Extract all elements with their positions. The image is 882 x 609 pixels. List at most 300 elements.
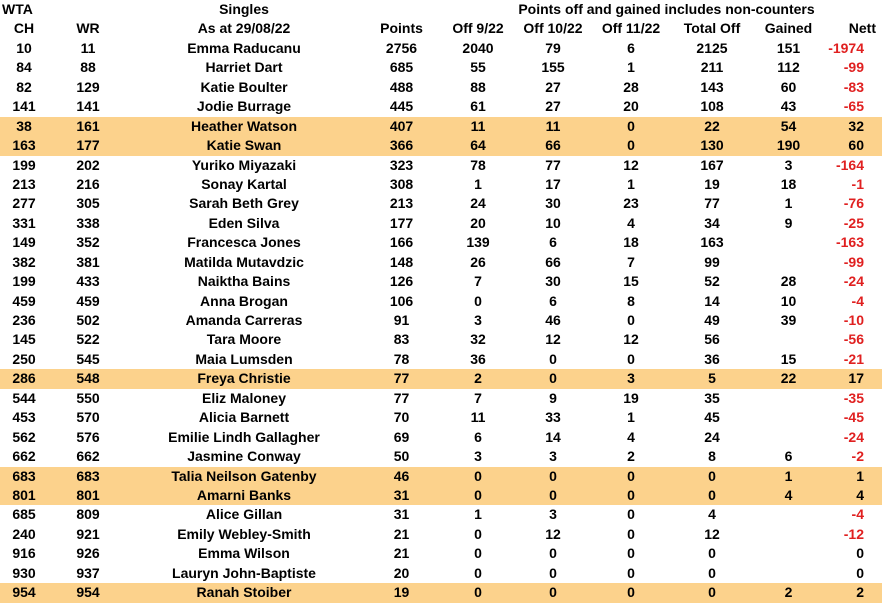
cell-nett: -21 <box>843 350 864 367</box>
cell-nett: -35 <box>843 389 864 406</box>
table-row <box>0 311 882 330</box>
cell-nett: -4 <box>851 506 864 523</box>
cell-ch: 82 <box>16 78 32 95</box>
cell-off-10-22: 0 <box>549 564 557 581</box>
cell-off-9-22: 36 <box>470 350 486 367</box>
cell-off-9-22: 1 <box>474 175 482 192</box>
cell-nett: -99 <box>843 253 864 270</box>
cell-points: 19 <box>393 584 410 601</box>
cell-points: 308 <box>389 175 414 192</box>
cell-wr: 352 <box>76 234 100 251</box>
col-header-date: As at 29/08/22 <box>197 20 291 37</box>
cell-off-10-22: 155 <box>541 59 565 76</box>
cell-nett: 0 <box>856 545 864 562</box>
cell-off-10-22: 27 <box>545 78 561 95</box>
cell-off-10-22: 0 <box>549 486 557 503</box>
cell-off-10-22: 66 <box>545 253 561 270</box>
cell-gained: 1 <box>784 195 793 212</box>
cell-total-off: 143 <box>700 78 724 95</box>
cell-total-off: 0 <box>708 564 716 581</box>
cell-ch: 382 <box>12 253 36 270</box>
cell-off-11-22: 12 <box>623 156 639 173</box>
cell-player-name: Sarah Beth Grey <box>189 195 299 212</box>
col-header-ch: CH <box>13 20 35 37</box>
cell-player-name: Katie Swan <box>206 137 282 154</box>
table-row <box>0 369 882 388</box>
cell-nett: -1974 <box>828 39 864 56</box>
cell-wr: 459 <box>76 292 100 309</box>
cell-points: 166 <box>389 234 414 251</box>
cell-off-9-22: 0 <box>474 584 482 601</box>
cell-off-11-22: 4 <box>627 428 635 445</box>
cell-off-11-22: 4 <box>627 214 635 231</box>
cell-off-9-22: 2040 <box>462 39 494 56</box>
singles-label: Singles <box>219 1 269 17</box>
table-row <box>0 214 882 233</box>
cell-gained: 151 <box>776 39 801 56</box>
table-row <box>0 525 882 544</box>
cell-player-name: Amarni Banks <box>196 486 292 503</box>
cell-off-9-22: 0 <box>474 292 482 309</box>
cell-nett: 17 <box>848 370 864 387</box>
cell-nett: -1 <box>851 175 864 192</box>
cell-player-name: Alice Gillan <box>205 506 283 523</box>
cell-gained <box>755 428 822 447</box>
cell-wr: 177 <box>76 137 100 154</box>
cell-off-10-22: 77 <box>545 156 561 173</box>
cell-off-10-22: 12 <box>545 331 561 348</box>
cell-off-10-22: 33 <box>545 409 561 426</box>
header-spacer <box>48 0 128 19</box>
cell-off-11-22: 19 <box>623 389 639 406</box>
cell-total-off: 130 <box>700 137 724 154</box>
cell-off-10-22: 12 <box>545 525 561 542</box>
table-row <box>0 194 882 213</box>
cell-wr: 662 <box>76 448 100 465</box>
cell-gained: 18 <box>780 175 797 192</box>
cell-off-9-22: 7 <box>474 389 482 406</box>
cell-total-off: 56 <box>704 331 720 348</box>
cell-off-9-22: 3 <box>474 448 482 465</box>
cell-ch: 954 <box>12 584 36 601</box>
cell-points: 31 <box>393 486 410 503</box>
cell-ch: 250 <box>12 350 36 367</box>
table-row <box>0 253 882 272</box>
cell-nett: -4 <box>851 292 864 309</box>
cell-points: 366 <box>389 137 414 154</box>
cell-off-10-22: 30 <box>545 195 561 212</box>
cell-off-11-22: 12 <box>623 331 639 348</box>
table-row <box>0 330 882 349</box>
cell-gained: 3 <box>784 156 793 173</box>
cell-wr: 11 <box>80 39 96 56</box>
cell-total-off: 35 <box>704 389 720 406</box>
cell-points: 31 <box>393 506 410 523</box>
cell-wr: 548 <box>76 370 100 387</box>
cell-ch: 277 <box>12 195 36 212</box>
table-row <box>0 78 882 97</box>
cell-wr: 954 <box>76 584 100 601</box>
cell-gained: 22 <box>780 370 797 387</box>
cell-points: 323 <box>389 156 414 173</box>
cell-gained <box>755 525 822 544</box>
cell-ch: 683 <box>12 467 36 484</box>
cell-player-name: Ranah Stoiber <box>196 584 292 601</box>
cell-total-off: 167 <box>700 156 724 173</box>
cell-off-11-22: 28 <box>623 78 639 95</box>
cell-off-9-22: 0 <box>474 467 482 484</box>
cell-total-off: 12 <box>704 525 720 542</box>
cell-off-9-22: 1 <box>474 506 482 523</box>
cell-ch: 459 <box>12 292 36 309</box>
cell-player-name: Eden Silva <box>208 214 280 231</box>
cell-off-11-22: 0 <box>627 486 635 503</box>
cell-off-10-22: 11 <box>545 117 561 134</box>
cell-player-name: Emma Raducanu <box>187 39 301 56</box>
cell-gained: 15 <box>780 350 797 367</box>
cell-player-name: Lauryn John-Baptiste <box>172 564 316 581</box>
cell-nett: -56 <box>843 331 864 348</box>
cell-total-off: 19 <box>704 175 720 192</box>
cell-total-off: 5 <box>708 370 716 387</box>
cell-player-name: Maia Lumsden <box>195 350 293 367</box>
cell-total-off: 108 <box>700 98 724 115</box>
cell-points: 50 <box>393 448 410 465</box>
cell-nett: 2 <box>856 584 864 601</box>
cell-off-10-22: 3 <box>549 448 557 465</box>
cell-points: 126 <box>389 273 414 290</box>
cell-off-10-22: 0 <box>549 467 557 484</box>
cell-gained <box>755 544 822 563</box>
table-row <box>0 97 882 116</box>
cell-off-9-22: 20 <box>470 214 486 231</box>
cell-ch: 453 <box>12 409 36 426</box>
cell-ch: 544 <box>12 389 36 406</box>
cell-off-9-22: 26 <box>470 253 486 270</box>
col-header-off-11-22: Off 11/22 <box>601 20 661 37</box>
cell-points: 2756 <box>385 39 418 56</box>
cell-points: 177 <box>389 214 414 231</box>
cell-off-11-22: 0 <box>627 312 635 328</box>
cell-player-name: Jasmine Conway <box>187 448 301 465</box>
cell-off-11-22: 0 <box>627 564 635 581</box>
cell-points: 21 <box>393 525 410 542</box>
table-row <box>0 389 882 408</box>
cell-gained: 54 <box>780 117 797 134</box>
cell-player-name: Anna Brogan <box>200 292 288 309</box>
cell-off-11-22: 0 <box>627 137 635 154</box>
cell-ch: 240 <box>12 525 36 542</box>
cell-off-10-22: 0 <box>549 370 557 387</box>
cell-off-9-22: 88 <box>470 78 486 95</box>
cell-off-11-22: 6 <box>627 39 635 56</box>
cell-off-10-22: 6 <box>549 292 557 309</box>
cell-player-name: Matilda Mutavdzic <box>184 253 304 270</box>
cell-player-name: Emilie Lindh Gallagher <box>168 428 320 445</box>
cell-ch: 199 <box>12 273 36 290</box>
cell-off-11-22: 0 <box>627 350 635 367</box>
cell-off-10-22: 79 <box>545 39 561 56</box>
cell-ch: 213 <box>12 175 36 192</box>
cell-points: 445 <box>389 98 414 115</box>
cell-off-11-22: 15 <box>623 273 639 290</box>
cell-gained: 2 <box>784 584 793 601</box>
cell-player-name: Francesca Jones <box>187 234 301 251</box>
cell-player-name: Heather Watson <box>190 117 298 134</box>
cell-total-off: 52 <box>704 273 720 290</box>
cell-off-10-22: 27 <box>545 98 561 115</box>
cell-off-9-22: 32 <box>470 331 486 348</box>
cell-wr: 921 <box>76 525 100 542</box>
cell-player-name: Jodie Burrage <box>196 98 292 115</box>
cell-player-name: Tara Moore <box>206 331 282 348</box>
cell-off-10-22: 30 <box>545 273 561 290</box>
cell-off-11-22: 1 <box>627 59 635 76</box>
cell-off-11-22: 8 <box>627 292 635 309</box>
cell-off-9-22: 139 <box>466 234 490 251</box>
wta-label: WTA <box>2 1 33 17</box>
cell-points: 148 <box>389 253 414 270</box>
table-row <box>0 505 882 524</box>
cell-ch: 236 <box>12 312 36 328</box>
cell-gained <box>755 408 822 427</box>
cell-ch: 286 <box>12 370 36 387</box>
cell-wr: 202 <box>76 156 100 173</box>
cell-nett: 0 <box>856 564 864 581</box>
cell-wr: 141 <box>76 98 100 115</box>
header-spacer <box>360 0 443 19</box>
cell-wr: 937 <box>76 564 100 581</box>
cell-total-off: 0 <box>708 545 716 562</box>
cell-points: 77 <box>393 370 410 387</box>
cell-wr: 522 <box>76 331 100 348</box>
cell-wr: 576 <box>76 428 100 445</box>
cell-player-name: Sonay Kartal <box>201 175 287 192</box>
cell-wr: 305 <box>76 195 100 212</box>
cell-gained: 39 <box>780 312 797 328</box>
cell-gained: 9 <box>784 214 793 231</box>
cell-wr: 502 <box>76 312 100 328</box>
cell-nett: -45 <box>843 409 864 426</box>
cell-gained <box>755 564 822 583</box>
col-header-total-off: Total Off <box>683 20 741 37</box>
cell-points: 20 <box>393 564 410 581</box>
cell-nett: -24 <box>843 273 864 290</box>
cell-off-9-22: 0 <box>474 564 482 581</box>
cell-player-name: Emma Wilson <box>198 545 290 562</box>
cell-gained: 6 <box>784 448 793 465</box>
cell-total-off: 14 <box>704 292 720 309</box>
cell-off-11-22: 7 <box>627 253 635 270</box>
cell-total-off: 36 <box>704 350 720 367</box>
cell-off-11-22: 1 <box>627 175 635 192</box>
cell-nett: 32 <box>848 117 864 134</box>
cell-off-9-22: 0 <box>474 525 482 542</box>
cell-gained <box>755 330 822 349</box>
cell-wr: 216 <box>76 175 100 192</box>
cell-ch: 10 <box>16 39 32 56</box>
table-row <box>0 467 882 486</box>
table-row <box>0 428 882 447</box>
cell-points: 46 <box>393 467 410 484</box>
cell-points: 69 <box>393 428 410 445</box>
cell-player-name: Yuriko Miyazaki <box>191 156 297 173</box>
cell-wr: 129 <box>76 78 100 95</box>
cell-off-11-22: 0 <box>627 525 635 542</box>
cell-points: 21 <box>393 545 410 562</box>
cell-off-10-22: 17 <box>545 175 561 192</box>
cell-total-off: 8 <box>708 448 716 465</box>
cell-total-off: 4 <box>708 506 716 523</box>
cell-off-9-22: 61 <box>470 98 486 115</box>
col-header-gained: Gained <box>764 20 813 37</box>
cell-player-name: Freya Christie <box>197 370 291 387</box>
cell-nett: 4 <box>856 486 864 503</box>
cell-ch: 685 <box>12 506 36 523</box>
cell-gained <box>755 233 822 252</box>
cell-wr: 570 <box>76 409 100 426</box>
cell-points: 78 <box>393 350 410 367</box>
cell-off-9-22: 11 <box>470 117 486 134</box>
cell-player-name: Alicia Barnett <box>198 409 290 426</box>
cell-off-9-22: 0 <box>474 486 482 503</box>
cell-ch: 38 <box>16 117 32 134</box>
table-row <box>0 175 882 194</box>
cell-off-10-22: 66 <box>545 137 561 154</box>
cell-off-9-22: 11 <box>470 409 486 426</box>
cell-nett: -76 <box>843 195 864 212</box>
cell-ch: 801 <box>12 486 36 503</box>
cell-off-9-22: 7 <box>474 273 482 290</box>
col-header-off-9-22: Off 9/22 <box>452 20 504 37</box>
cell-wr: 550 <box>76 389 100 406</box>
cell-off-11-22: 18 <box>623 234 639 251</box>
table-row <box>0 117 882 136</box>
cell-points: 213 <box>389 195 414 212</box>
cell-wr: 338 <box>76 214 100 231</box>
cell-wr: 161 <box>76 117 100 134</box>
cell-gained: 1 <box>784 467 793 484</box>
cell-total-off: 22 <box>704 117 720 134</box>
table-body <box>0 39 882 603</box>
table-row <box>0 39 882 58</box>
table-row <box>0 564 882 583</box>
cell-total-off: 0 <box>708 467 716 484</box>
cell-gained: 43 <box>780 98 797 115</box>
cell-wr: 545 <box>76 350 100 367</box>
cell-off-11-22: 0 <box>627 545 635 562</box>
cell-off-9-22: 2 <box>474 370 482 387</box>
table-row <box>0 408 882 427</box>
cell-points: 70 <box>393 409 410 426</box>
table-row <box>0 350 882 369</box>
cell-nett: -24 <box>843 428 864 445</box>
cell-ch: 916 <box>12 545 36 562</box>
cell-ch: 662 <box>12 448 36 465</box>
cell-off-11-22: 0 <box>627 506 635 523</box>
cell-off-10-22: 10 <box>545 214 561 231</box>
cell-off-11-22: 1 <box>627 409 635 426</box>
cell-off-9-22: 64 <box>470 137 486 154</box>
table-row <box>0 583 882 602</box>
table-row <box>0 486 882 505</box>
cell-off-9-22: 24 <box>470 195 486 212</box>
cell-total-off: 49 <box>704 312 720 328</box>
col-header-wr: WR <box>76 20 100 37</box>
cell-points: 685 <box>389 59 414 76</box>
cell-nett: -164 <box>835 156 864 173</box>
cell-ch: 562 <box>12 428 36 445</box>
cell-off-11-22: 0 <box>627 584 635 601</box>
cell-off-9-22: 6 <box>474 428 482 445</box>
cell-off-10-22: 14 <box>545 428 561 445</box>
cell-off-10-22: 0 <box>549 545 557 562</box>
cell-wr: 88 <box>80 59 96 76</box>
table-row <box>0 156 882 175</box>
cell-gained <box>755 505 822 524</box>
cell-points: 488 <box>389 78 414 95</box>
cell-points: 83 <box>393 331 410 348</box>
cell-nett: -2 <box>851 448 864 465</box>
cell-off-11-22: 3 <box>627 370 635 387</box>
col-header-points: Points <box>380 20 423 37</box>
table-row <box>0 233 882 252</box>
cell-wr: 926 <box>76 545 100 562</box>
points-note: Points off and gained includes non-counters <box>518 1 815 17</box>
cell-points: 77 <box>393 389 410 406</box>
cell-total-off: 211 <box>700 59 724 76</box>
cell-wr: 801 <box>76 486 100 503</box>
cell-total-off: 0 <box>708 486 716 503</box>
cell-total-off: 34 <box>704 214 720 231</box>
cell-total-off: 163 <box>700 234 724 251</box>
cell-nett: -163 <box>835 234 864 251</box>
header-row-1 <box>0 0 882 19</box>
cell-off-10-22: 46 <box>545 312 561 328</box>
cell-total-off: 0 <box>708 584 716 601</box>
cell-off-11-22: 20 <box>623 98 639 115</box>
table-row <box>0 58 882 77</box>
table-row <box>0 292 882 311</box>
cell-wr: 809 <box>76 506 100 523</box>
table-row <box>0 136 882 155</box>
cell-gained: 4 <box>784 486 793 503</box>
cell-nett: -99 <box>843 59 864 76</box>
cell-wr: 381 <box>76 253 100 270</box>
cell-off-11-22: 2 <box>627 448 635 465</box>
cell-gained: 28 <box>780 273 797 290</box>
cell-nett: -83 <box>843 78 864 95</box>
cell-gained: 112 <box>777 59 800 76</box>
cell-ch: 141 <box>12 98 36 115</box>
cell-player-name: Eliz Maloney <box>201 389 287 406</box>
cell-off-10-22: 9 <box>549 389 557 406</box>
cell-ch: 199 <box>12 156 36 173</box>
cell-total-off: 45 <box>704 409 720 426</box>
cell-total-off: 99 <box>704 253 720 270</box>
cell-player-name: Katie Boulter <box>200 78 288 95</box>
cell-off-9-22: 55 <box>470 59 486 76</box>
cell-nett: -10 <box>843 312 864 328</box>
cell-nett: -25 <box>843 214 864 231</box>
cell-wr: 433 <box>76 273 100 290</box>
cell-off-9-22: 0 <box>474 545 482 562</box>
cell-nett: 1 <box>856 467 864 484</box>
cell-nett: -12 <box>843 525 864 542</box>
cell-player-name: Amanda Carreras <box>185 312 303 328</box>
cell-gained: 10 <box>780 292 797 309</box>
cell-nett: 60 <box>848 137 864 154</box>
